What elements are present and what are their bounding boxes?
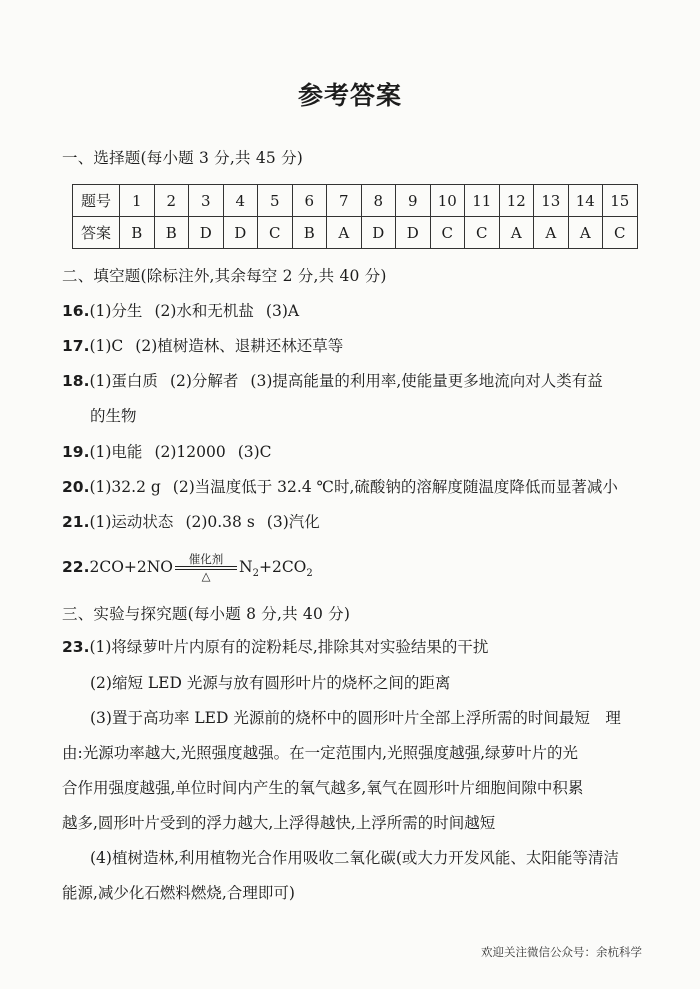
answer-21 [62,505,652,539]
table-cell-number: 14 [568,185,603,217]
formula-subscript: 2 [306,568,313,580]
answer-20 [62,470,652,504]
table-cell-answer: D [189,217,224,249]
answer-23-part4-line1: (4)植树造林,利用植物光合作用吸收二氧化碳(或大力开发风能、太阳能等清洁 [90,849,619,867]
page-title: 参考答案 [297,81,402,110]
table-row-answers [73,217,638,249]
formula-text: +2CO [258,558,307,576]
table-row-numbers [73,185,638,217]
formula-subscript: 2 [252,568,259,580]
table-cell-number: 10 [430,185,465,217]
section-heading-choice: 一、选择题(每小题 3 分,共 45 分) [62,149,304,167]
answer-part: (3)A [265,302,300,320]
table-cell-number: 9 [396,185,431,217]
table-cell-answer: A [499,217,534,249]
formula-text: N [239,558,253,576]
answer-18-continued: 的生物 [90,407,137,425]
answer-23 [62,630,652,664]
question-number: 16. [62,302,90,320]
table-cell-number: 1 [120,185,155,217]
table-header-number: 题号 [73,185,120,217]
answer-23-part3-line2: 由:光源功率越大,光照强度越强。在一定范围内,光照强度越强,绿萝叶片的光 [62,744,579,762]
answer-part: (1)C [89,337,124,355]
table-cell-answer: A [534,217,569,249]
answer-22 [62,550,652,591]
answer-23-part4-line2: 能源,减少化石燃料燃烧,合理即可) [62,884,295,902]
answer-part: (2)分解者 [169,372,239,390]
answer-16 [62,294,652,328]
answer-23-part3-line3: 合作用强度越强,单位时间内产生的氧气越多,氧气在圆形叶片细胞间隙中积累 [62,779,584,797]
answer-part: (1)32.2 g [89,478,161,496]
question-number: 23. [62,638,90,656]
table-cell-answer: B [292,217,327,249]
catalyst-label: 催化剂 [188,552,224,566]
reaction-arrow [175,553,237,583]
answer-part: (2)0.38 s [185,513,255,531]
table-cell-number: 11 [465,185,500,217]
answer-23-part3-line1: (3)置于高功率 LED 光源前的烧杯中的圆形叶片全部上浮所需的时间最短 理 [90,709,621,727]
question-number: 21. [62,513,90,531]
table-cell-number: 8 [361,185,396,217]
answer-23-part3-line4: 越多,圆形叶片受到的浮力越大,上浮得越快,上浮所需的时间越短 [62,814,496,832]
table-cell-answer: D [361,217,396,249]
answer-part: (2)植树造林、退耕还林还草等 [135,337,344,355]
section-heading-fill: 二、填空题(除标注外,其余每空 2 分,共 40 分) [62,267,387,285]
heat-symbol: △ [201,569,211,583]
table-cell-number: 2 [154,185,189,217]
table-cell-number: 3 [189,185,224,217]
answer-18 [62,364,652,398]
table-cell-number: 7 [327,185,362,217]
table-cell-answer: D [396,217,431,249]
table-cell-number: 4 [223,185,258,217]
table-cell-answer: A [327,217,362,249]
table-header-answer: 答案 [73,217,120,249]
answer-part: (1)将绿萝叶片内原有的淀粉耗尽,排除其对实验结果的干扰 [89,638,489,656]
equation-reactants: 2CO+2NO [89,558,174,576]
table-cell-number: 13 [534,185,569,217]
question-number: 22. [62,558,90,576]
table-cell-answer: C [258,217,293,249]
table-cell-answer: D [223,217,258,249]
question-number: 17. [62,337,90,355]
answer-23-part2: (2)缩短 LED 光源与放有圆形叶片的烧杯之间的距离 [90,674,451,692]
answer-part: (2)12000 [154,443,226,461]
table-cell-answer: C [465,217,500,249]
answer-part: (3)汽化 [266,513,320,531]
question-number: 20. [62,478,90,496]
answer-part: (3)C [237,443,272,461]
equation-product-co2 [258,558,313,580]
answer-part: (1)分生 [89,302,143,320]
table-cell-number: 5 [258,185,293,217]
table-cell-answer: B [120,217,155,249]
table-cell-answer: C [430,217,465,249]
answer-part: (3)提高能量的利用率,使能量更多地流向对人类有益 [250,372,603,390]
table-cell-answer: C [603,217,638,249]
section-heading-experiment: 三、实验与探究题(每小题 8 分,共 40 分) [62,605,351,623]
question-number: 19. [62,443,90,461]
answer-part: (2)水和无机盐 [154,302,254,320]
answer-part: (1)电能 [89,443,143,461]
question-number: 18. [62,372,90,390]
table-cell-number: 12 [499,185,534,217]
footer-note: 欢迎关注微信公众号：余杭科学 [481,945,642,959]
answer-part: (1)运动状态 [89,513,174,531]
table-cell-answer: A [568,217,603,249]
table-cell-number: 15 [603,185,638,217]
answer-19 [62,435,652,469]
answer-part: (2)当温度低于 32.4 ℃时,硫酸钠的溶解度随温度降低而显著减小 [172,478,618,496]
answer-part: (1)蛋白质 [89,372,158,390]
answer-17 [62,329,652,363]
answer-table [72,184,638,249]
equation-product-n2 [239,558,259,580]
table-cell-answer: B [154,217,189,249]
table-cell-number: 6 [292,185,327,217]
